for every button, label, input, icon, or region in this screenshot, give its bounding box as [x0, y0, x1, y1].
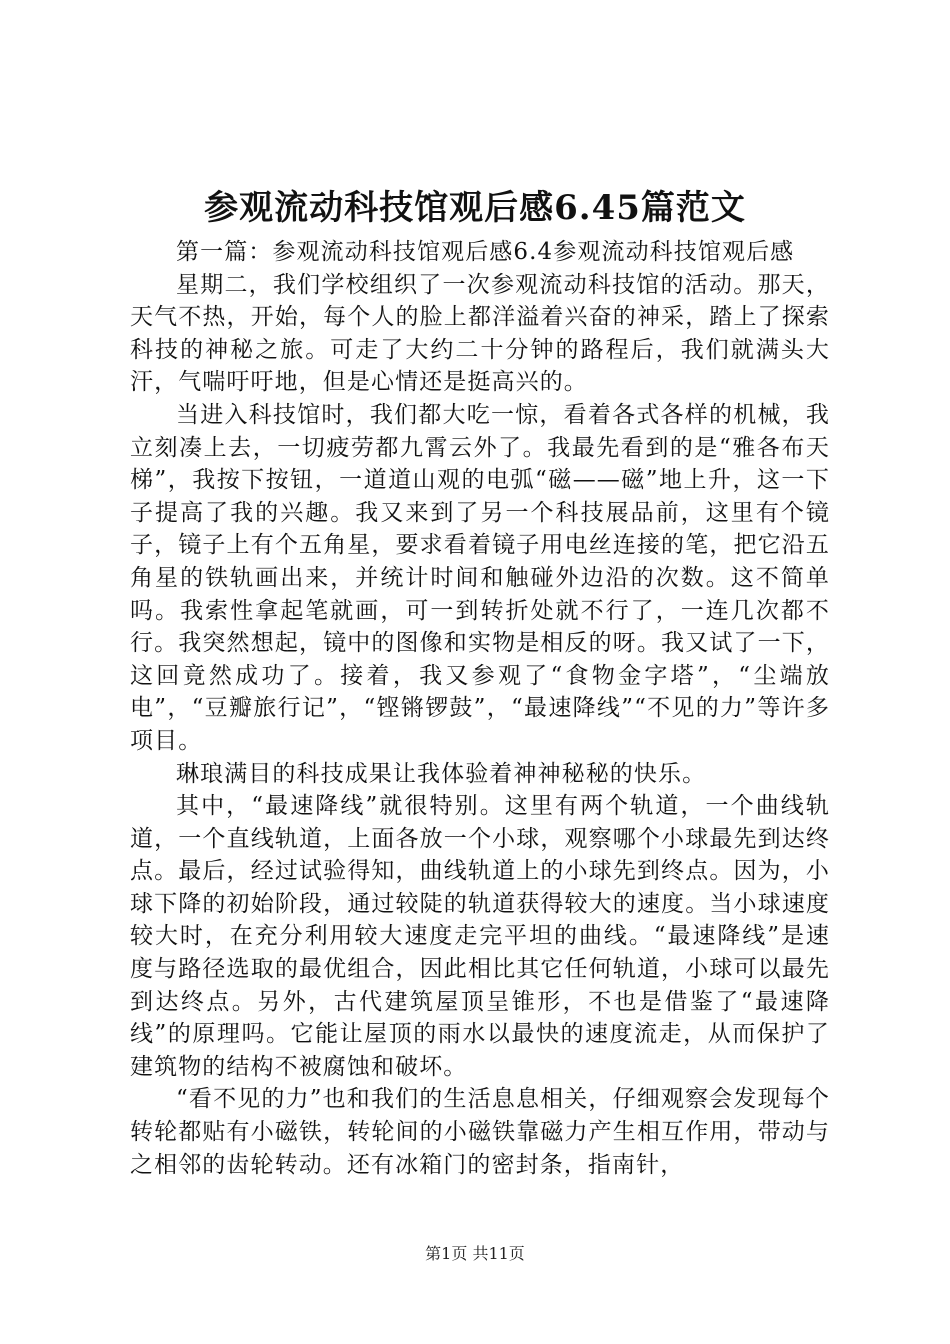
paragraph: 星期二，我们学校组织了一次参观流动科技馆的活动。那天，天气不热，开始，每个人的脸上都洋溢着兴奋的神采，踏上了探索科技的神秘之旅。可走了大约二十分钟的路程后，我们就满头大汗，气喘吁吁地，但是心情还是挺高兴的。 [130, 271, 830, 396]
paragraph: 琳琅满目的科技成果让我体验着神神秘秘的快乐。 [176, 760, 707, 787]
page-number-footer: 第1页 共11页 [425, 1244, 525, 1263]
paragraph: 其中，“最速降线”就很特别。这里有两个轨道，一个曲线轨道，一个直线轨道，上面各放一个小球，观察哪个小球最先到达终点。最后，经过试验得知，曲线轨道上的小球先到终点。因为，小球下降的初始阶段，通过较陡的轨道获得较大的速度。当小球速度较大时，在充分利用较大速度走完平坦的曲线。“最速降线”是速度与路径选取的最优组合，因此相比其它任何轨道，小球可以最先到达终点。另外，古代建筑屋顶呈锥形，不也是借鉴了“最速降线”的原理吗。它能让屋顶的雨水以最快的速度流走，从而保护了建筑物的结构不被腐蚀和破坏。 [130, 793, 830, 1080]
paragraph: 当进入科技馆时，我们都大吃一惊，看着各式各样的机械，我立刻凑上去，一切疲劳都九霄云外了。我最先看到的是“雅各布天梯”，我按下按钮，一道道山观的电弧“磁——磁”地上升，这一下子提高了我的兴趣。我又来到了另一个科技展品前，这里有个镜子，镜子上有个五角星，要求看着镜子用电丝连接的笔，把它沿五角星的铁轨画出来，并统计时间和触碰外边沿的次数。这不简单吗。我索性拿起笔就画，可一到转折处就不行了，一连几次都不行。我突然想起，镜中的图像和实物是相反的呀。我又试了一下，这回竟然成功了。接着，我又参观了“食物金字塔”，“尘端放电”，“豆瓣旅行记”，“铿锵锣鼓”，“最速降线”“不见的力”等许多项目。 [130, 401, 830, 754]
paragraph: “看不见的力”也和我们的生活息息相关，仔细观察会发现每个转轮都贴有小磁铁，转轮间的小磁铁靠磁力产生相互作用，带动与之相邻的齿轮转动。还有冰箱门的密封条，指南针， [130, 1086, 830, 1178]
document-title: 参观流动科技馆观后感6.45篇范文 [204, 188, 746, 228]
document-body [130, 236, 830, 1181]
paragraph-heading: 第一篇：参观流动科技馆观后感6.4参观流动科技馆观后感 [176, 239, 795, 265]
